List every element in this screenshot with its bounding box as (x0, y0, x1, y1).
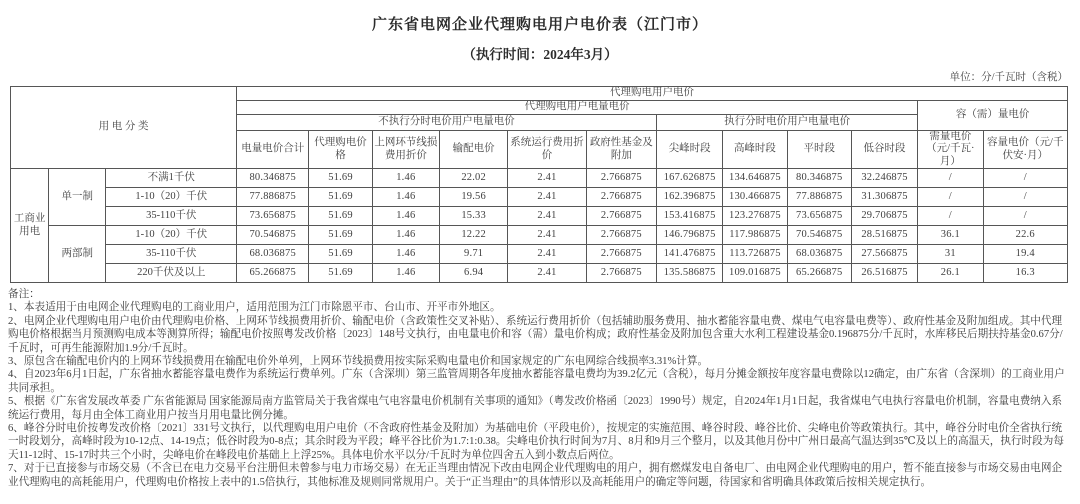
table-row (11, 188, 1068, 207)
page-title: 广东省电网企业代理购电用户电价表（江门市） (371, 17, 708, 33)
col-header-transmission-price: 输配电价 (439, 131, 507, 169)
price-cell: 68.036875 (237, 245, 309, 264)
price-cell: 26.1 (918, 264, 983, 283)
price-cell: 109.016875 (723, 264, 787, 283)
page-subtitle: （执行时间：2024年3月） (462, 47, 618, 62)
price-cell: 2.41 (508, 226, 586, 245)
price-cell: 68.036875 (787, 245, 851, 264)
price-cell: 2.41 (508, 264, 586, 283)
col-header-gov-funds-surcharge: 政府性基金及附加 (586, 131, 656, 169)
price-cell: 51.69 (309, 207, 372, 226)
price-cell: 2.766875 (586, 245, 656, 264)
classification-header: 用 电 分 类 (11, 87, 237, 169)
voltage-label: 1-10（20）千伏 (106, 226, 237, 245)
price-cell: 70.546875 (237, 226, 309, 245)
price-cell: / (918, 207, 983, 226)
capacity-demand-price-header: 容（需）量电价 (918, 101, 1068, 131)
price-cell: 22.02 (439, 169, 507, 188)
price-cell: / (918, 169, 983, 188)
note-item-7: 7、对于已直接参与市场交易（不含已在电力交易平台注册但未曾参与电力市场交易）在无正当理由情况下改由电网企业代理购电的用户，拥有燃煤发电自备电厂、由电网企业代理购电的用户，暂不能直接参与市场交易由电网企业代理购电的高耗能用户，代理购电价格按上表中的1.5倍执行，其他标准及规则同常规用户。关于“正当理由”的具体情形以及高耗能用户的确定等问题，待国家和省明确具体政策后按相关规定执行。 (8, 463, 1063, 488)
price-cell: 2.766875 (586, 207, 656, 226)
price-cell: 27.566875 (851, 245, 917, 264)
category-label: 工商业用电 (11, 169, 49, 283)
price-cell: 2.41 (508, 207, 586, 226)
price-cell: 19.4 (983, 245, 1068, 264)
price-cell: 2.766875 (586, 188, 656, 207)
price-cell: 1.46 (372, 264, 439, 283)
price-cell: 73.656875 (787, 207, 851, 226)
price-cell: 141.476875 (656, 245, 722, 264)
note-item-6: 6、峰谷分时电价按粤发改价格〔2021〕331号文执行，以代理购电用户电价（不含政府性基金及附加）为基础电价（平段电价），按规定的实施范围、峰谷时段、峰谷比价、尖峰电价等政策执行。其中，峰谷分时电价全省执行统一时段划分，高峰时段为10-12点、14-19点；低谷时段为0-8点；其余时段为平段；峰平谷比价为1.7:1:0.38。尖峰电价执行时间为7月、8月和9月三个整月，以及其他月份中广州日最高气温达到35℃及以上的高温天，执行时段为每天11-12时、15-17时共三个小时，尖峰电价在峰段电价基础上上浮25%。具体电价水平以分/千瓦时为单位四舍五入到小数点后两位。 (8, 423, 1064, 461)
col-header-valley: 低谷时段 (851, 131, 917, 169)
non-tou-header: 不执行分时电价用户电量电价 (237, 115, 657, 131)
price-cell: 29.706875 (851, 207, 917, 226)
price-cell: 77.886875 (237, 188, 309, 207)
col-header-demand-price: 需量电价（元/千瓦·月） (918, 131, 983, 169)
note-item-5: 5、根据《广东省发展改革委 广东省能源局 国家能源局南方监管局关于我省煤电气电容量电价机制有关事项的通知》（粤发改价格函〔2023〕1990号）规定，自2024年1月1日起，我省煤电气电执行容量电价机制，容量电费纳入系统运行费用，每月由全体工商业用户按当月用电量比例分摊。 (8, 396, 1063, 421)
system-label-two-part: 两部制 (49, 226, 106, 283)
col-header-total-energy-price: 电量电价合计 (237, 131, 309, 169)
price-cell: 1.46 (372, 226, 439, 245)
price-cell: / (983, 188, 1068, 207)
price-cell: 2.41 (508, 245, 586, 264)
note-item-4: 4、自2023年6月1日起，广东省抽水蓄能容量电费作为系统运行费单列。广东（含深圳）第三监管周期各年度抽水蓄能容量电费均为39.2亿元（含税），每月分摊金额按年度容量电费除以12确定，由广东省（含深圳）的工商业用户共同承担。 (8, 369, 1065, 394)
unit-label: 单位：分/千瓦时（含税） (949, 72, 1068, 83)
col-header-system-operation-fee: 系统运行费用折价 (508, 131, 586, 169)
price-cell: 32.246875 (851, 169, 917, 188)
price-cell: 80.346875 (237, 169, 309, 188)
notes-section (8, 288, 1072, 489)
price-cell: 26.516875 (851, 264, 917, 283)
price-cell: 80.346875 (787, 169, 851, 188)
price-cell: 51.69 (309, 245, 372, 264)
price-cell: 130.466875 (723, 188, 787, 207)
col-header-peak: 高峰时段 (723, 131, 787, 169)
table-row (11, 169, 1068, 188)
price-cell: 135.586875 (656, 264, 722, 283)
price-cell: 2.766875 (586, 226, 656, 245)
price-cell: 123.276875 (723, 207, 787, 226)
price-cell: 73.656875 (237, 207, 309, 226)
price-cell: 65.266875 (787, 264, 851, 283)
price-cell: 2.766875 (586, 169, 656, 188)
price-cell: 1.46 (372, 245, 439, 264)
notes-label: 备注： (8, 289, 40, 300)
col-header-flat: 平时段 (787, 131, 851, 169)
price-cell: / (918, 188, 983, 207)
voltage-label: 1-10（20）千伏 (106, 188, 237, 207)
table-row (11, 264, 1068, 283)
price-cell: 134.646875 (723, 169, 787, 188)
price-cell: 31.306875 (851, 188, 917, 207)
price-cell: 1.46 (372, 207, 439, 226)
price-cell: 6.94 (439, 264, 507, 283)
price-cell: 146.796875 (656, 226, 722, 245)
price-cell: 12.22 (439, 226, 507, 245)
voltage-label: 35-110千伏 (106, 207, 237, 226)
note-item-1: 1、本表适用于由电网企业代理购电的工商业用户，适用范围为江门市除恩平市、台山市、开平市外地区。 (8, 302, 501, 314)
col-header-sharp-peak: 尖峰时段 (656, 131, 722, 169)
voltage-label: 不满1千伏 (106, 169, 237, 188)
tou-header: 执行分时电价用户电量电价 (656, 115, 917, 131)
price-cell: 1.46 (372, 169, 439, 188)
price-cell: 22.6 (983, 226, 1068, 245)
table-row (11, 207, 1068, 226)
price-cell: 162.396875 (656, 188, 722, 207)
price-cell: 117.986875 (723, 226, 787, 245)
price-cell: / (983, 169, 1068, 188)
price-cell: 167.626875 (656, 169, 722, 188)
price-cell: 19.56 (439, 188, 507, 207)
price-cell: 2.41 (508, 188, 586, 207)
col-header-capacity-price: 容量电价（元/千伏安·月） (983, 131, 1068, 169)
price-cell: 9.71 (439, 245, 507, 264)
note-item-2: 2、电网企业代理购电用户电价由代理购电价格、上网环节线损费用折价、输配电价（含政策性交叉补贴）、系统运行费用折价（包括辅助服务费用、抽水蓄能容量电费、煤电气电容量电费等）、政府性基金及附加组成。其中代理购电价格根据当月预测购电成本等测算所得；输配电价按照粤发改价格〔2023〕148号文执行，由电量电价和容（需）量电价构成；政府性基金及附加包含重大水利工程建设基金0.196875分/千瓦时，水库移民后期扶持基金0.67分/千瓦时，可再生能源附加1.9分/千瓦时。 (8, 315, 1063, 354)
price-cell: 28.516875 (851, 226, 917, 245)
price-cell: 1.46 (372, 188, 439, 207)
price-cell: 51.69 (309, 169, 372, 188)
table-row (11, 226, 1068, 245)
col-header-agency-purchase-price: 代理购电价格 (309, 131, 372, 169)
price-cell: 51.69 (309, 226, 372, 245)
electricity-price-table (10, 86, 1068, 283)
price-cell: 31 (918, 245, 983, 264)
voltage-label: 35-110千伏 (106, 245, 237, 264)
voltage-label: 220千伏及以上 (106, 264, 237, 283)
table-row (11, 245, 1068, 264)
agency-user-price-header: 代理购电用户电价 (237, 87, 1068, 101)
price-cell: 153.416875 (656, 207, 722, 226)
price-cell: 2.41 (508, 169, 586, 188)
price-cell: / (983, 207, 1068, 226)
price-cell: 51.69 (309, 264, 372, 283)
price-cell: 65.266875 (237, 264, 309, 283)
price-cell: 36.1 (918, 226, 983, 245)
note-item-3: 3、原包含在输配电价内的上网环节线损费用在输配电价外单列，上网环节线损费用按实际采购电量电价和国家规定的广东电网综合线损率3.31%计算。 (8, 356, 709, 368)
price-cell: 51.69 (309, 188, 372, 207)
col-header-line-loss-discount: 上网环节线损费用折价 (372, 131, 439, 169)
price-cell: 113.726875 (723, 245, 787, 264)
price-cell: 77.886875 (787, 188, 851, 207)
price-cell: 15.33 (439, 207, 507, 226)
price-cell: 2.766875 (586, 264, 656, 283)
price-cell: 70.546875 (787, 226, 851, 245)
price-cell: 16.3 (983, 264, 1068, 283)
system-label-single: 单一制 (49, 169, 106, 226)
agency-energy-price-header: 代理购电用户电量电价 (237, 101, 918, 115)
